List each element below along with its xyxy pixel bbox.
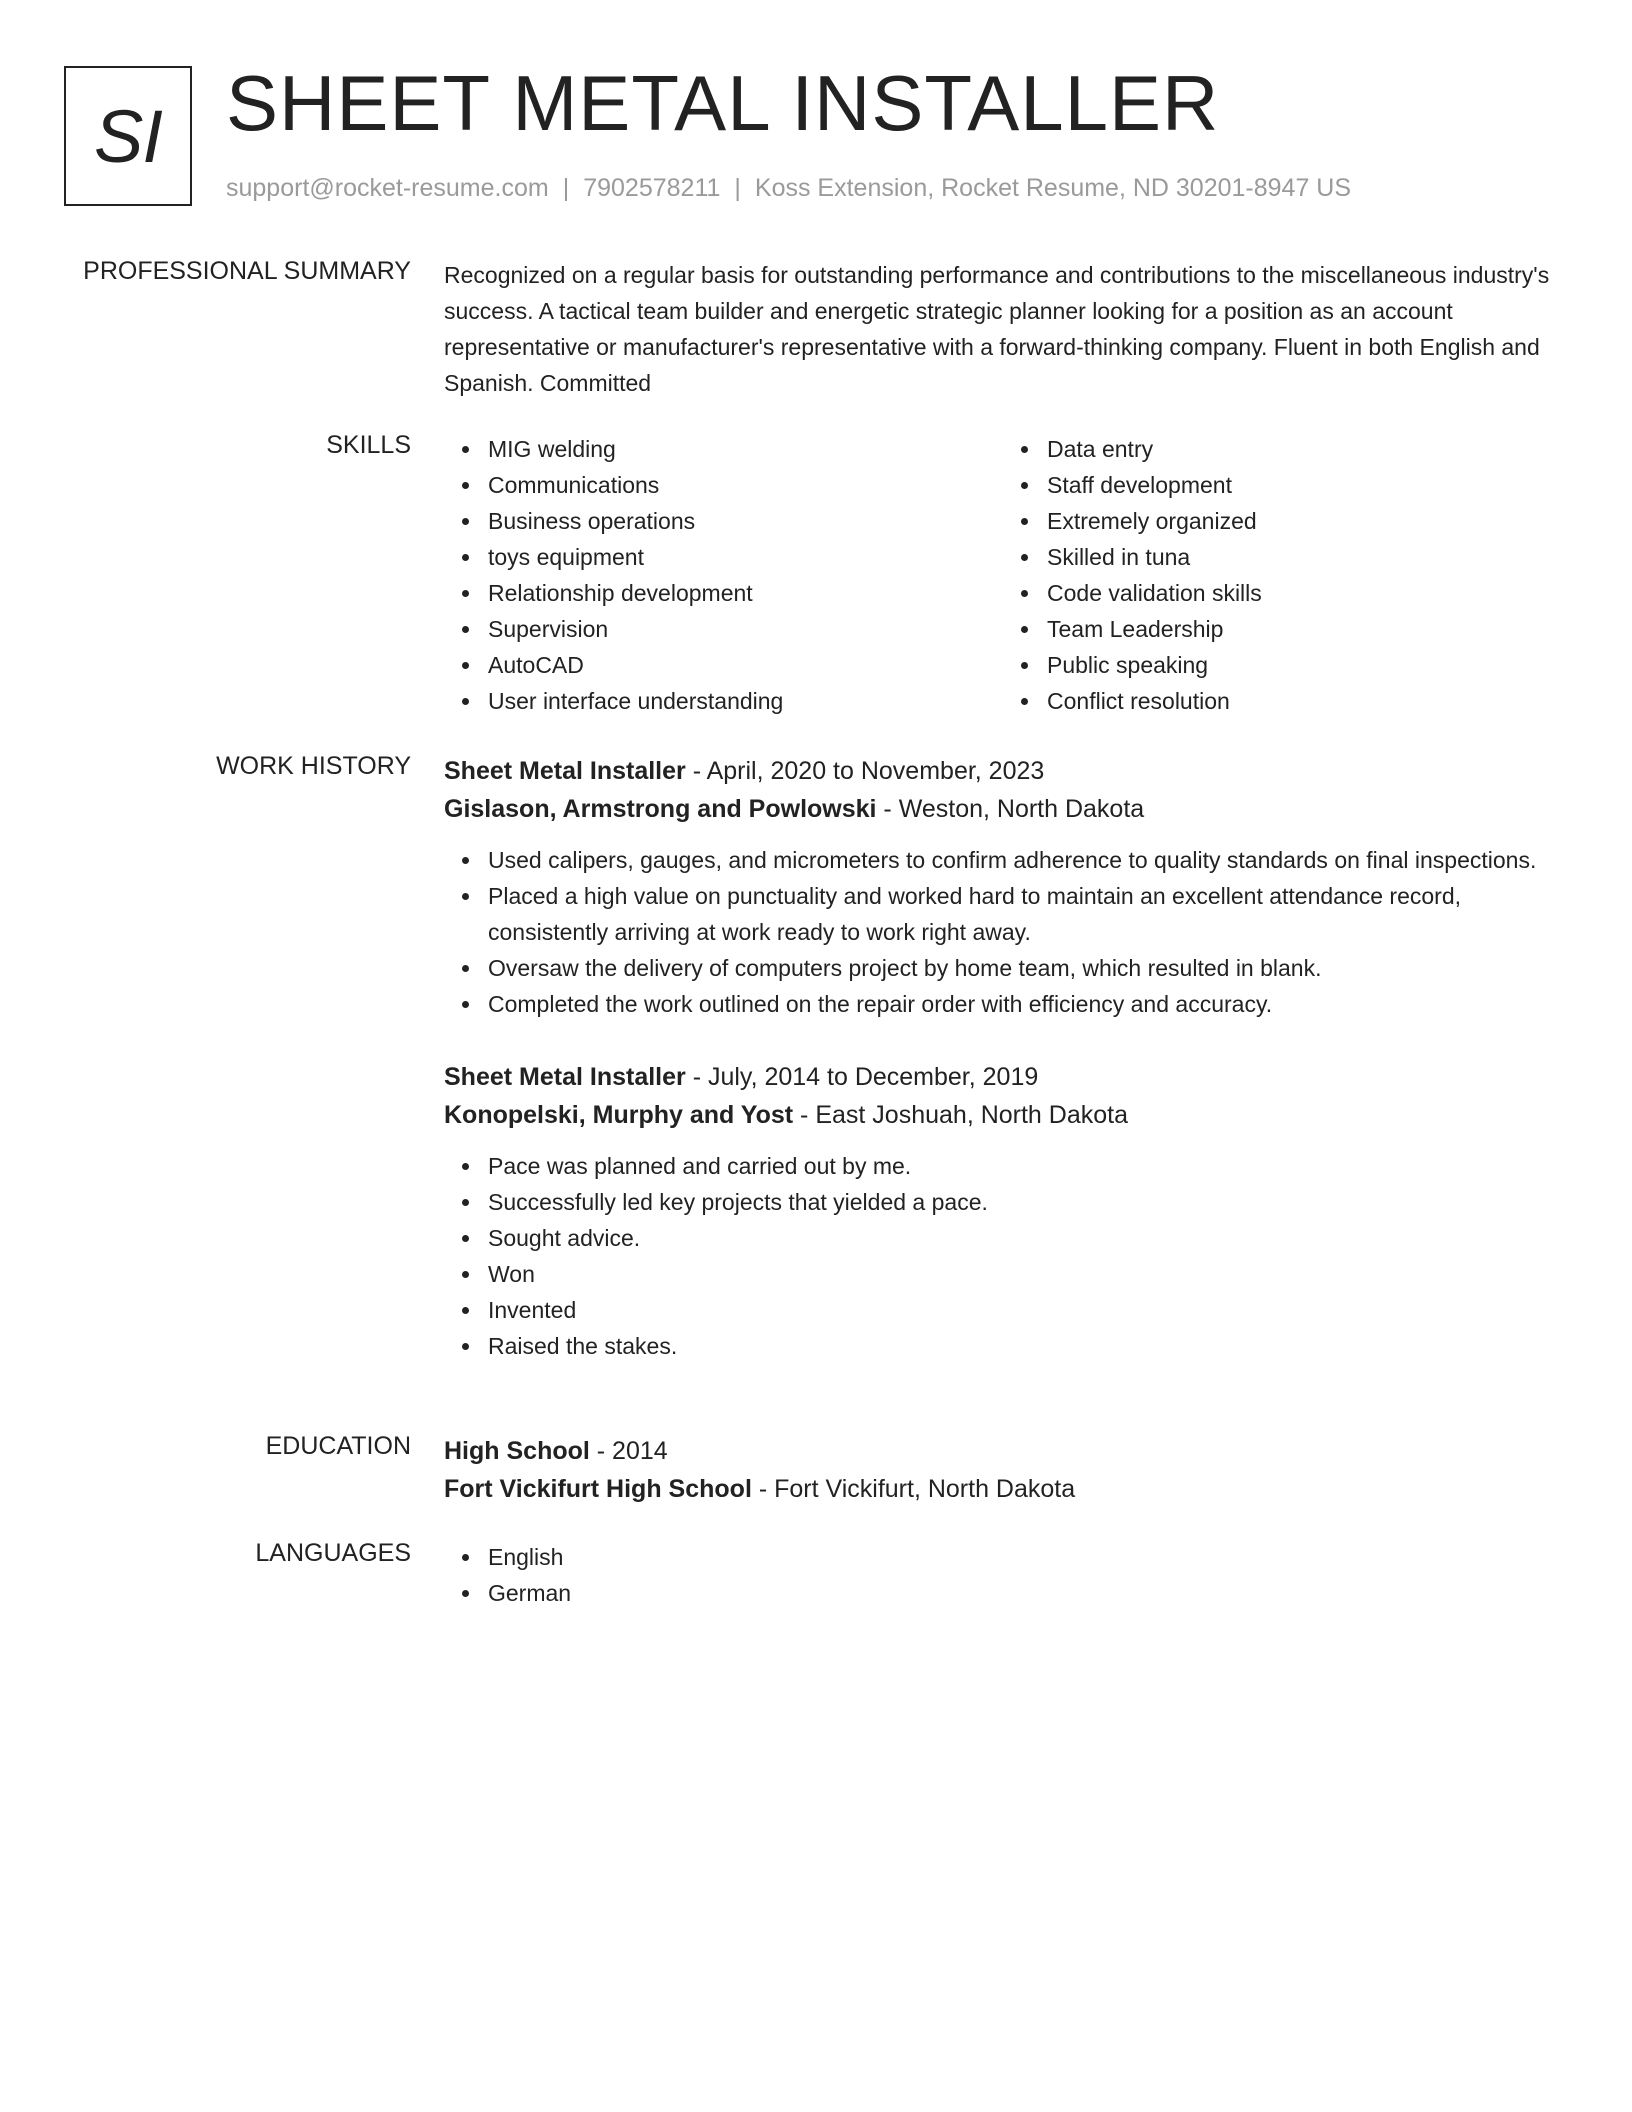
skill-item: Relationship development [488, 575, 1003, 611]
job-duty-item: Used calipers, gauges, and micrometers to confirm adherence to quality standards on final inspections. [488, 842, 1562, 878]
section-title-work: WORK HISTORY [216, 752, 411, 780]
skill-item: Extremely organized [1047, 503, 1562, 539]
job-title-line [444, 1058, 1562, 1096]
section-title-education: EDUCATION [265, 1432, 411, 1460]
skill-item: User interface understanding [488, 683, 1003, 719]
section-title-skills: SKILLS [326, 431, 411, 459]
job-duty-item: Won [488, 1256, 1562, 1292]
job-dates: - April, 2020 to November, 2023 [685, 757, 1045, 785]
job-duties [444, 842, 1562, 1022]
section-title-summary: PROFESSIONAL SUMMARY [83, 257, 411, 285]
job-location: - East Joshuah, North Dakota [793, 1101, 1128, 1129]
summary-text: Recognized on a regular basis for outstanding performance and contributions to the miscellaneous industry's success. A tactical team builder and energetic strategic planner looking for a position as an account representative or manufacturer's representative with a forward-thinking company. Fluent in both English and Spanish. Committed [444, 262, 1550, 396]
section-title-languages: LANGUAGES [255, 1539, 411, 1567]
skill-item: MIG welding [488, 431, 1003, 467]
job-role: Sheet Metal Installer [444, 1063, 686, 1091]
job-location: - Weston, North Dakota [876, 795, 1145, 823]
contact-email: support@rocket-resume.com [226, 174, 549, 202]
skill-item: Business operations [488, 503, 1003, 539]
job-duty-item: Invented [488, 1292, 1562, 1328]
job-company: Konopelski, Murphy and Yost [444, 1101, 794, 1129]
work-body [444, 752, 1562, 1364]
skill-item: Skilled in tuna [1047, 539, 1562, 575]
skill-item: Data entry [1047, 431, 1562, 467]
education-location: - Fort Vickifurt, North Dakota [751, 1475, 1076, 1503]
job-duty-item: Pace was planned and carried out by me. [488, 1148, 1562, 1184]
skill-item: toys equipment [488, 539, 1003, 575]
job-company: Gislason, Armstrong and Powlowski [444, 795, 877, 823]
skill-item: AutoCAD [488, 647, 1003, 683]
job-duty-item: Oversaw the delivery of computers project by home team, which resulted in blank. [488, 950, 1562, 986]
language-item: German [488, 1575, 1562, 1611]
skill-item: Communications [488, 467, 1003, 503]
education-school-line [444, 1470, 1562, 1508]
job-duty-item: Placed a high value on punctuality and worked hard to maintain an excellent attendance record, consistently arriving at work ready to work right away. [488, 878, 1562, 950]
job-entry [444, 1058, 1562, 1364]
job-duty-item: Raised the stakes. [488, 1328, 1562, 1364]
contact-separator: | [562, 174, 570, 202]
job-dates: - July, 2014 to December, 2019 [685, 1063, 1039, 1091]
skill-item: Supervision [488, 611, 1003, 647]
education-school: Fort Vickifurt High School [444, 1475, 752, 1503]
job-company-line [444, 790, 1562, 828]
skill-item: Staff development [1047, 467, 1562, 503]
job-company-line [444, 1096, 1562, 1134]
job-duties [444, 1148, 1562, 1364]
education-degree-line [444, 1432, 1562, 1470]
skill-item: Public speaking [1047, 647, 1562, 683]
skill-item: Code validation skills [1047, 575, 1562, 611]
skills-body [444, 431, 1562, 719]
contact-separator: | [734, 174, 741, 202]
education-degree: High School [444, 1437, 590, 1465]
monogram-box [64, 66, 192, 206]
job-title-line [444, 752, 1562, 790]
job-role: Sheet Metal Installer [444, 757, 686, 785]
languages-list [444, 1539, 1562, 1611]
education-year: - 2014 [589, 1437, 668, 1465]
job-duty-item: Sought advice. [488, 1220, 1562, 1256]
contact-phone: 7902578211 [583, 174, 721, 202]
languages-body [444, 1539, 1562, 1611]
language-item: English [488, 1539, 1562, 1575]
summary-body [444, 257, 1562, 401]
skill-item: Conflict resolution [1047, 683, 1562, 719]
job-duty-item: Successfully led key projects that yielded a pace. [488, 1184, 1562, 1220]
monogram-initials: SI [94, 94, 162, 178]
contact-line [226, 174, 1351, 203]
education-body [444, 1432, 1562, 1508]
contact-address: Koss Extension, Rocket Resume, ND 30201-8947 US [754, 174, 1352, 202]
skills-list-left [444, 431, 1003, 719]
candidate-name: SHEET METAL INSTALLER [226, 59, 1220, 147]
job-entry [444, 752, 1562, 1022]
job-duty-item: Completed the work outlined on the repair order with efficiency and accuracy. [488, 986, 1562, 1022]
skill-item: Team Leadership [1047, 611, 1562, 647]
skills-list-right [1003, 431, 1562, 719]
